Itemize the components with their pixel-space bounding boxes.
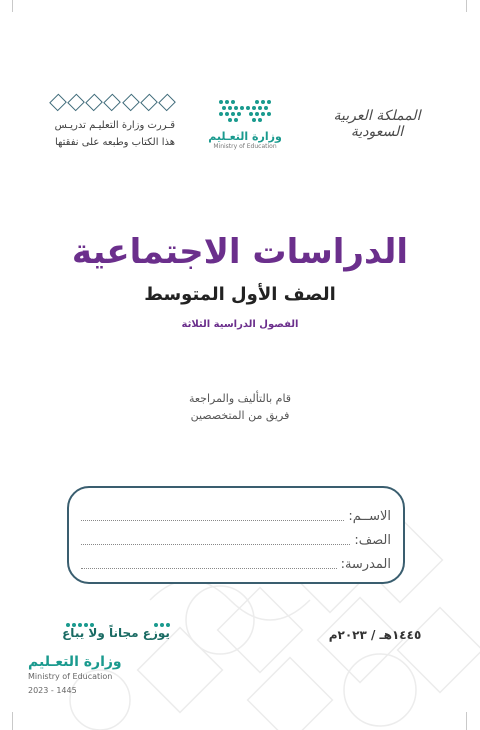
grade-row bbox=[81, 528, 391, 548]
school-label: المدرسة: bbox=[340, 557, 391, 572]
name-label: الاســم: bbox=[348, 509, 391, 524]
footer-ministry-ar: وزارة التعـليم bbox=[28, 654, 122, 670]
diamond-ornament bbox=[50, 96, 175, 109]
grade-title: الصف الأول المتوسط bbox=[144, 284, 336, 305]
free-distribution-label: يوزع مجاناً ولا يباع bbox=[62, 626, 170, 640]
crop-mark bbox=[466, 0, 467, 12]
name-row bbox=[81, 504, 391, 524]
book-title: الدراسات الاجتماعية bbox=[71, 232, 409, 272]
authors-line-1: قام بالتأليف والمراجعة bbox=[188, 392, 292, 405]
semesters-label: الفصول الدراسية الثلاثة bbox=[181, 319, 299, 330]
approval-line-1: قـررت وزارة التعليـم تدريـس bbox=[54, 120, 175, 131]
approval-line-2: هذا الكتاب وطبعه على نفقتها bbox=[54, 137, 175, 148]
kingdom-calligraphy: المملكة العربية السعودية bbox=[333, 108, 421, 140]
ministry-dots-icon bbox=[217, 98, 273, 124]
footer-year: 2023 - 1445 bbox=[28, 686, 77, 695]
footer-ministry-en: Ministry of Education bbox=[28, 672, 113, 681]
authors-block bbox=[40, 390, 440, 424]
crop-mark bbox=[12, 0, 13, 12]
school-row bbox=[81, 552, 391, 572]
name-field[interactable] bbox=[81, 520, 344, 521]
school-field[interactable] bbox=[81, 568, 337, 569]
publication-date: ١٤٤٥هـ / ٢٠٢٣م bbox=[328, 628, 422, 642]
ministry-logo bbox=[205, 98, 285, 150]
approval-block bbox=[50, 96, 175, 151]
student-info-box bbox=[67, 486, 405, 584]
authors-line-2: فريق من المتخصصين bbox=[190, 409, 290, 422]
ministry-name-en: Ministry of Education bbox=[213, 143, 277, 150]
grade-field[interactable] bbox=[81, 544, 350, 545]
grade-label: الصف: bbox=[354, 533, 391, 548]
ministry-name-ar: وزارة التعـليم bbox=[208, 130, 282, 143]
